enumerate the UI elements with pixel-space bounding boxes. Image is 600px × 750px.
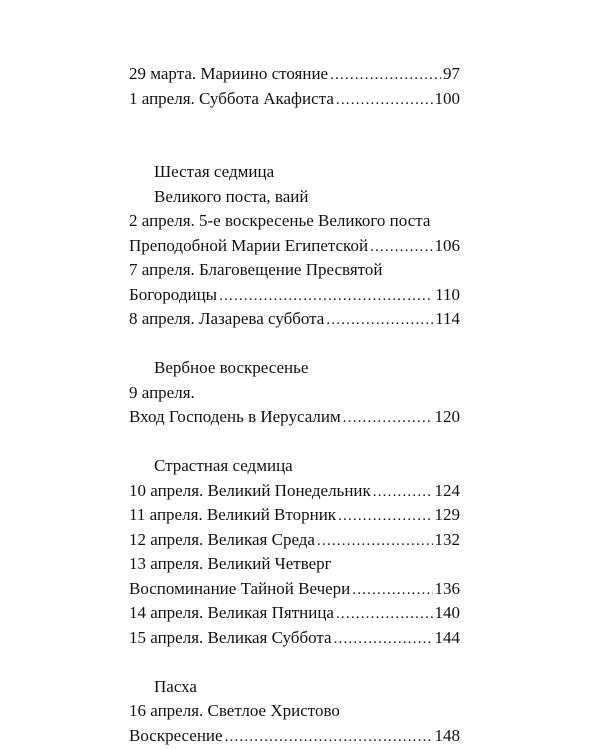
toc-entry-subbota-akafista <box>129 87 460 112</box>
section-heading <box>129 185 460 210</box>
section-heading <box>129 160 460 185</box>
leader-dots <box>336 88 433 113</box>
toc-entry-title: 9 апреля. <box>129 382 195 402</box>
toc-entry-page: 106 <box>434 235 460 255</box>
leader-dots <box>334 627 433 652</box>
toc-entry-title: 12 апреля. Великая Среда <box>129 529 315 549</box>
toc-entry-mariino-stoyanie <box>129 62 460 87</box>
toc-entry-great-monday <box>129 479 460 504</box>
toc-entry-title: 2 апреля. 5-е воскресенье Великого поста <box>129 211 431 230</box>
toc-entry-page: 114 <box>435 309 460 328</box>
toc-entry-page: 132 <box>434 529 460 549</box>
toc-entry-annunciation <box>129 258 460 283</box>
toc-entry-bogoroditsy <box>129 283 460 308</box>
toc-entry-page: 140 <box>434 603 460 622</box>
toc-entry-last-supper <box>129 577 460 602</box>
section-gap <box>129 332 460 357</box>
toc-entry-great-wednesday <box>129 528 460 553</box>
section-gap <box>129 430 460 455</box>
toc-entry-page: 148 <box>434 725 460 745</box>
toc-entry-page: 100 <box>434 88 460 108</box>
leader-dots <box>326 308 433 333</box>
toc-entry-title: Преподобной Марии Египетской <box>129 235 369 255</box>
leader-dots <box>317 529 433 554</box>
toc-entry-page: 136 <box>434 578 460 598</box>
toc-entry-5th-sunday <box>129 209 460 234</box>
leader-dots <box>336 602 433 627</box>
section-heading <box>129 356 460 381</box>
section-gap <box>129 650 460 675</box>
leader-dots <box>343 406 433 431</box>
leader-dots <box>330 63 441 88</box>
toc-entry-page: 129 <box>434 505 460 524</box>
toc-entry-page: 124 <box>434 480 460 500</box>
toc-entry-title: 13 апреля. Великий Четверг <box>129 554 332 573</box>
toc-entry-title: Воскресение <box>129 725 223 745</box>
toc-entry-title: 14 апреля. Великая Пятница <box>129 603 334 622</box>
toc-entry-page: 120 <box>434 407 460 426</box>
toc-entry-great-tuesday <box>129 503 460 528</box>
section-heading <box>129 454 460 479</box>
section-heading-text: Вербное воскресенье <box>154 358 309 377</box>
section-heading-text: Великого поста, ваий <box>154 186 309 206</box>
toc-entry-great-saturday <box>129 626 460 651</box>
toc-entry-title: 29 марта. Мариино стояние <box>129 64 329 83</box>
toc-entry-april-9 <box>129 381 460 406</box>
toc-entry-resurrection <box>129 724 460 749</box>
leader-dots <box>225 725 433 750</box>
section-gap <box>129 111 460 136</box>
toc-entry-title: 15 апреля. Великая Суббота <box>129 627 332 647</box>
toc-entry-title: 1 апреля. Суббота Акафиста <box>129 88 334 108</box>
section-gap <box>129 136 460 161</box>
toc-entry-title: Богородицы <box>129 284 218 304</box>
leader-dots <box>373 480 433 505</box>
section-heading-text: Пасха <box>154 676 197 696</box>
toc-entry-page: 110 <box>435 284 460 304</box>
toc-entry-entry-into-jerusalem <box>129 405 460 430</box>
leader-dots <box>370 235 432 260</box>
toc-entry-great-friday <box>129 601 460 626</box>
section-heading-text: Страстная седмица <box>154 456 293 475</box>
toc-entry-great-thursday <box>129 552 460 577</box>
table-of-contents <box>129 62 460 748</box>
section-heading <box>129 675 460 700</box>
leader-dots <box>219 284 433 309</box>
leader-dots <box>352 578 432 603</box>
toc-entry-title: 8 апреля. Лазарева суббота <box>129 309 325 328</box>
toc-entry-page: 144 <box>434 627 460 647</box>
toc-entry-title: 16 апреля. Светлое Христово <box>129 701 340 720</box>
toc-entry-april-16 <box>129 699 460 724</box>
toc-entry-title: Вход Господень в Иерусалим <box>129 407 341 426</box>
section-heading-text: Шестая седмица <box>154 162 275 181</box>
toc-entry-title: 7 апреля. Благовещение Пресвятой <box>129 260 383 279</box>
toc-entry-title: 10 апреля. Великий Понедельник <box>129 480 371 500</box>
toc-entry-title: Воспоминание Тайной Вечери <box>129 578 351 598</box>
toc-entry-lazarus-saturday <box>129 307 460 332</box>
toc-entry-mary-of-egypt <box>129 234 460 259</box>
toc-entry-title: 11 апреля. Великий Вторник <box>129 505 337 524</box>
toc-entry-page: 97 <box>443 64 460 83</box>
leader-dots <box>338 504 432 529</box>
